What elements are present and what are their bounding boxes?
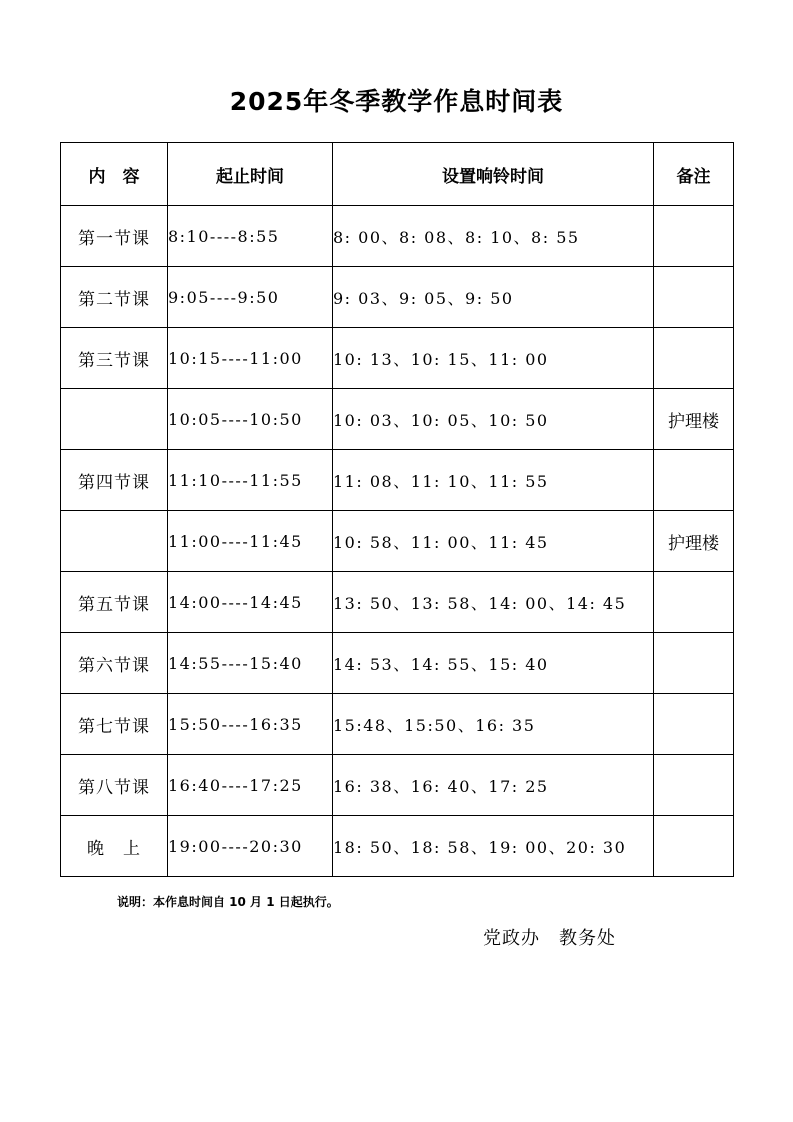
- row-note: [654, 816, 734, 877]
- bell-times: 9: 03、9: 05、9: 50: [333, 267, 654, 328]
- effective-date-note: 说明：本作息时间自 10 月 1 日起执行。: [117, 895, 339, 909]
- time-range: 19:00----20:30: [168, 816, 333, 877]
- bell-times: 10: 13、10: 15、11: 00: [333, 328, 654, 389]
- row-note: [654, 755, 734, 816]
- header-bell-times: 设置响铃时间: [333, 143, 654, 206]
- period-name: 第六节课: [61, 633, 168, 694]
- period-name: 第一节课: [61, 206, 168, 267]
- time-range: 11:00----11:45: [168, 511, 333, 572]
- period-name: 第三节课: [61, 328, 168, 389]
- row-note: 护理楼: [654, 389, 734, 450]
- period-name: 第五节课: [61, 572, 168, 633]
- bell-times: 14: 53、14: 55、15: 40: [333, 633, 654, 694]
- table-row: [61, 206, 734, 267]
- table-row: [61, 267, 734, 328]
- time-range: 10:15----11:00: [168, 328, 333, 389]
- table-row: [61, 450, 734, 511]
- time-range: 8:10----8:55: [168, 206, 333, 267]
- table-row: [61, 694, 734, 755]
- bell-times: 13: 50、13: 58、14: 00、14: 45: [333, 572, 654, 633]
- row-note: [654, 328, 734, 389]
- page-title: 2025年冬季教学作息时间表: [229, 87, 564, 116]
- table-row: [61, 816, 734, 877]
- table-row: [61, 633, 734, 694]
- issuing-departments: 党政办 教务处: [483, 928, 616, 949]
- row-note: [654, 267, 734, 328]
- row-note: [654, 572, 734, 633]
- time-range: 14:00----14:45: [168, 572, 333, 633]
- bell-times: 8: 00、8: 08、8: 10、8: 55: [333, 206, 654, 267]
- table-row: [61, 328, 734, 389]
- time-range: 14:55----15:40: [168, 633, 333, 694]
- table-row: [61, 511, 734, 572]
- period-name: 第二节课: [61, 267, 168, 328]
- bell-times: 15:48、15:50、16: 35: [333, 694, 654, 755]
- row-note: [654, 450, 734, 511]
- time-range: 11:10----11:55: [168, 450, 333, 511]
- table-row: [61, 572, 734, 633]
- table-row: [61, 389, 734, 450]
- period-name: 第八节课: [61, 755, 168, 816]
- header-content: 内 容: [61, 143, 168, 206]
- bell-times: 11: 08、11: 10、11: 55: [333, 450, 654, 511]
- header-time-range: 起止时间: [168, 143, 333, 206]
- row-note: [654, 633, 734, 694]
- row-note: 护理楼: [654, 511, 734, 572]
- time-range: 9:05----9:50: [168, 267, 333, 328]
- period-name: [61, 389, 168, 450]
- time-range: 16:40----17:25: [168, 755, 333, 816]
- bell-times: 18: 50、18: 58、19: 00、20: 30: [333, 816, 654, 877]
- time-range: 10:05----10:50: [168, 389, 333, 450]
- bell-times: 10: 03、10: 05、10: 50: [333, 389, 654, 450]
- bell-times: 16: 38、16: 40、17: 25: [333, 755, 654, 816]
- period-name: 第四节课: [61, 450, 168, 511]
- period-name: [61, 511, 168, 572]
- schedule-table: [60, 142, 734, 877]
- table-row: [61, 755, 734, 816]
- row-note: [654, 206, 734, 267]
- bell-times: 10: 58、11: 00、11: 45: [333, 511, 654, 572]
- period-name: 第七节课: [61, 694, 168, 755]
- row-note: [654, 694, 734, 755]
- period-name: 晚 上: [61, 816, 168, 877]
- table-header-row: [61, 143, 734, 206]
- header-note: 备注: [654, 143, 734, 206]
- time-range: 15:50----16:35: [168, 694, 333, 755]
